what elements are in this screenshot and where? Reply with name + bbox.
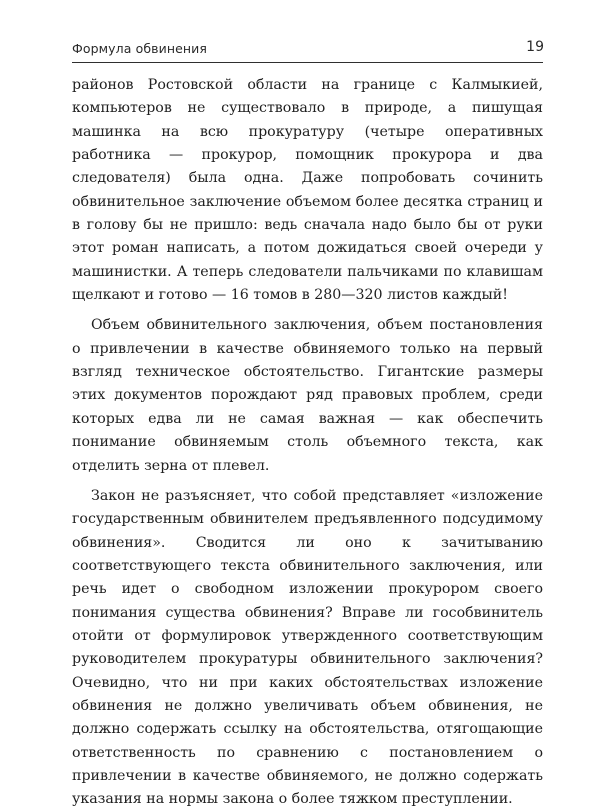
- running-head: [72, 41, 544, 63]
- main-text: [72, 74, 543, 812]
- header-rule: [72, 62, 543, 63]
- paragraph: Объем обвинительного заключения, объем постановления о привлечении в качестве обвиняемого только на первый взгляд техническое обстоятельство. Гигантские размеры этих документов порождают ряд правовых проблем, среди которых едва ли не самая важная — как обеспечить понимание обвиняемым столь объемного текста, как отделить зерна от плевел.: [72, 317, 543, 474]
- page-number: 19: [526, 39, 544, 55]
- running-title: Формула обвинения: [72, 41, 208, 56]
- paragraph: Закон не разъясняет, что собой представляет «изложение государственным обвинителем предъявленного подсудимому обвинения». Сводится ли оно к зачитыванию соответствующего текста обвинительного заключения, или речь идет о свободном изложении прокурором своего понимания существа обвинения? Вправе ли гособвинитель отойти от формулировок утвержденного соответствующим руководителем прокуратуры обвинительного заключения? Очевидно, что ни при каких обстоятельствах изложение обвинения не должно увеличивать объем обвинения, не должно содержать ссылку на обстоятельства, отягощающие ответственность по сравнению с постановлением о привлечении в качестве обвиняемого, не должно содержать указания на нормы закона о более тяжком преступлении.: [72, 487, 543, 808]
- paragraph-continuation: районов Ростовской области на границе с Калмыкией, компьютеров не существовало в природе, а пишущая машинка на всю прокуратуру (четыре оперативных работника — прокурор, помощник прокурора и два следователя) была одна. Даже попробовать сочинить обвинительное заключение объемом более десятка страниц и в голову бы не пришло: ведь сначала надо было бы от руки этот роман написать, а потом дожидаться своей очереди у машинистки. А теперь следователи пальчиками по клавишам щелкают и готово — 16 томов в 280—320 листов каждый!: [72, 77, 543, 304]
